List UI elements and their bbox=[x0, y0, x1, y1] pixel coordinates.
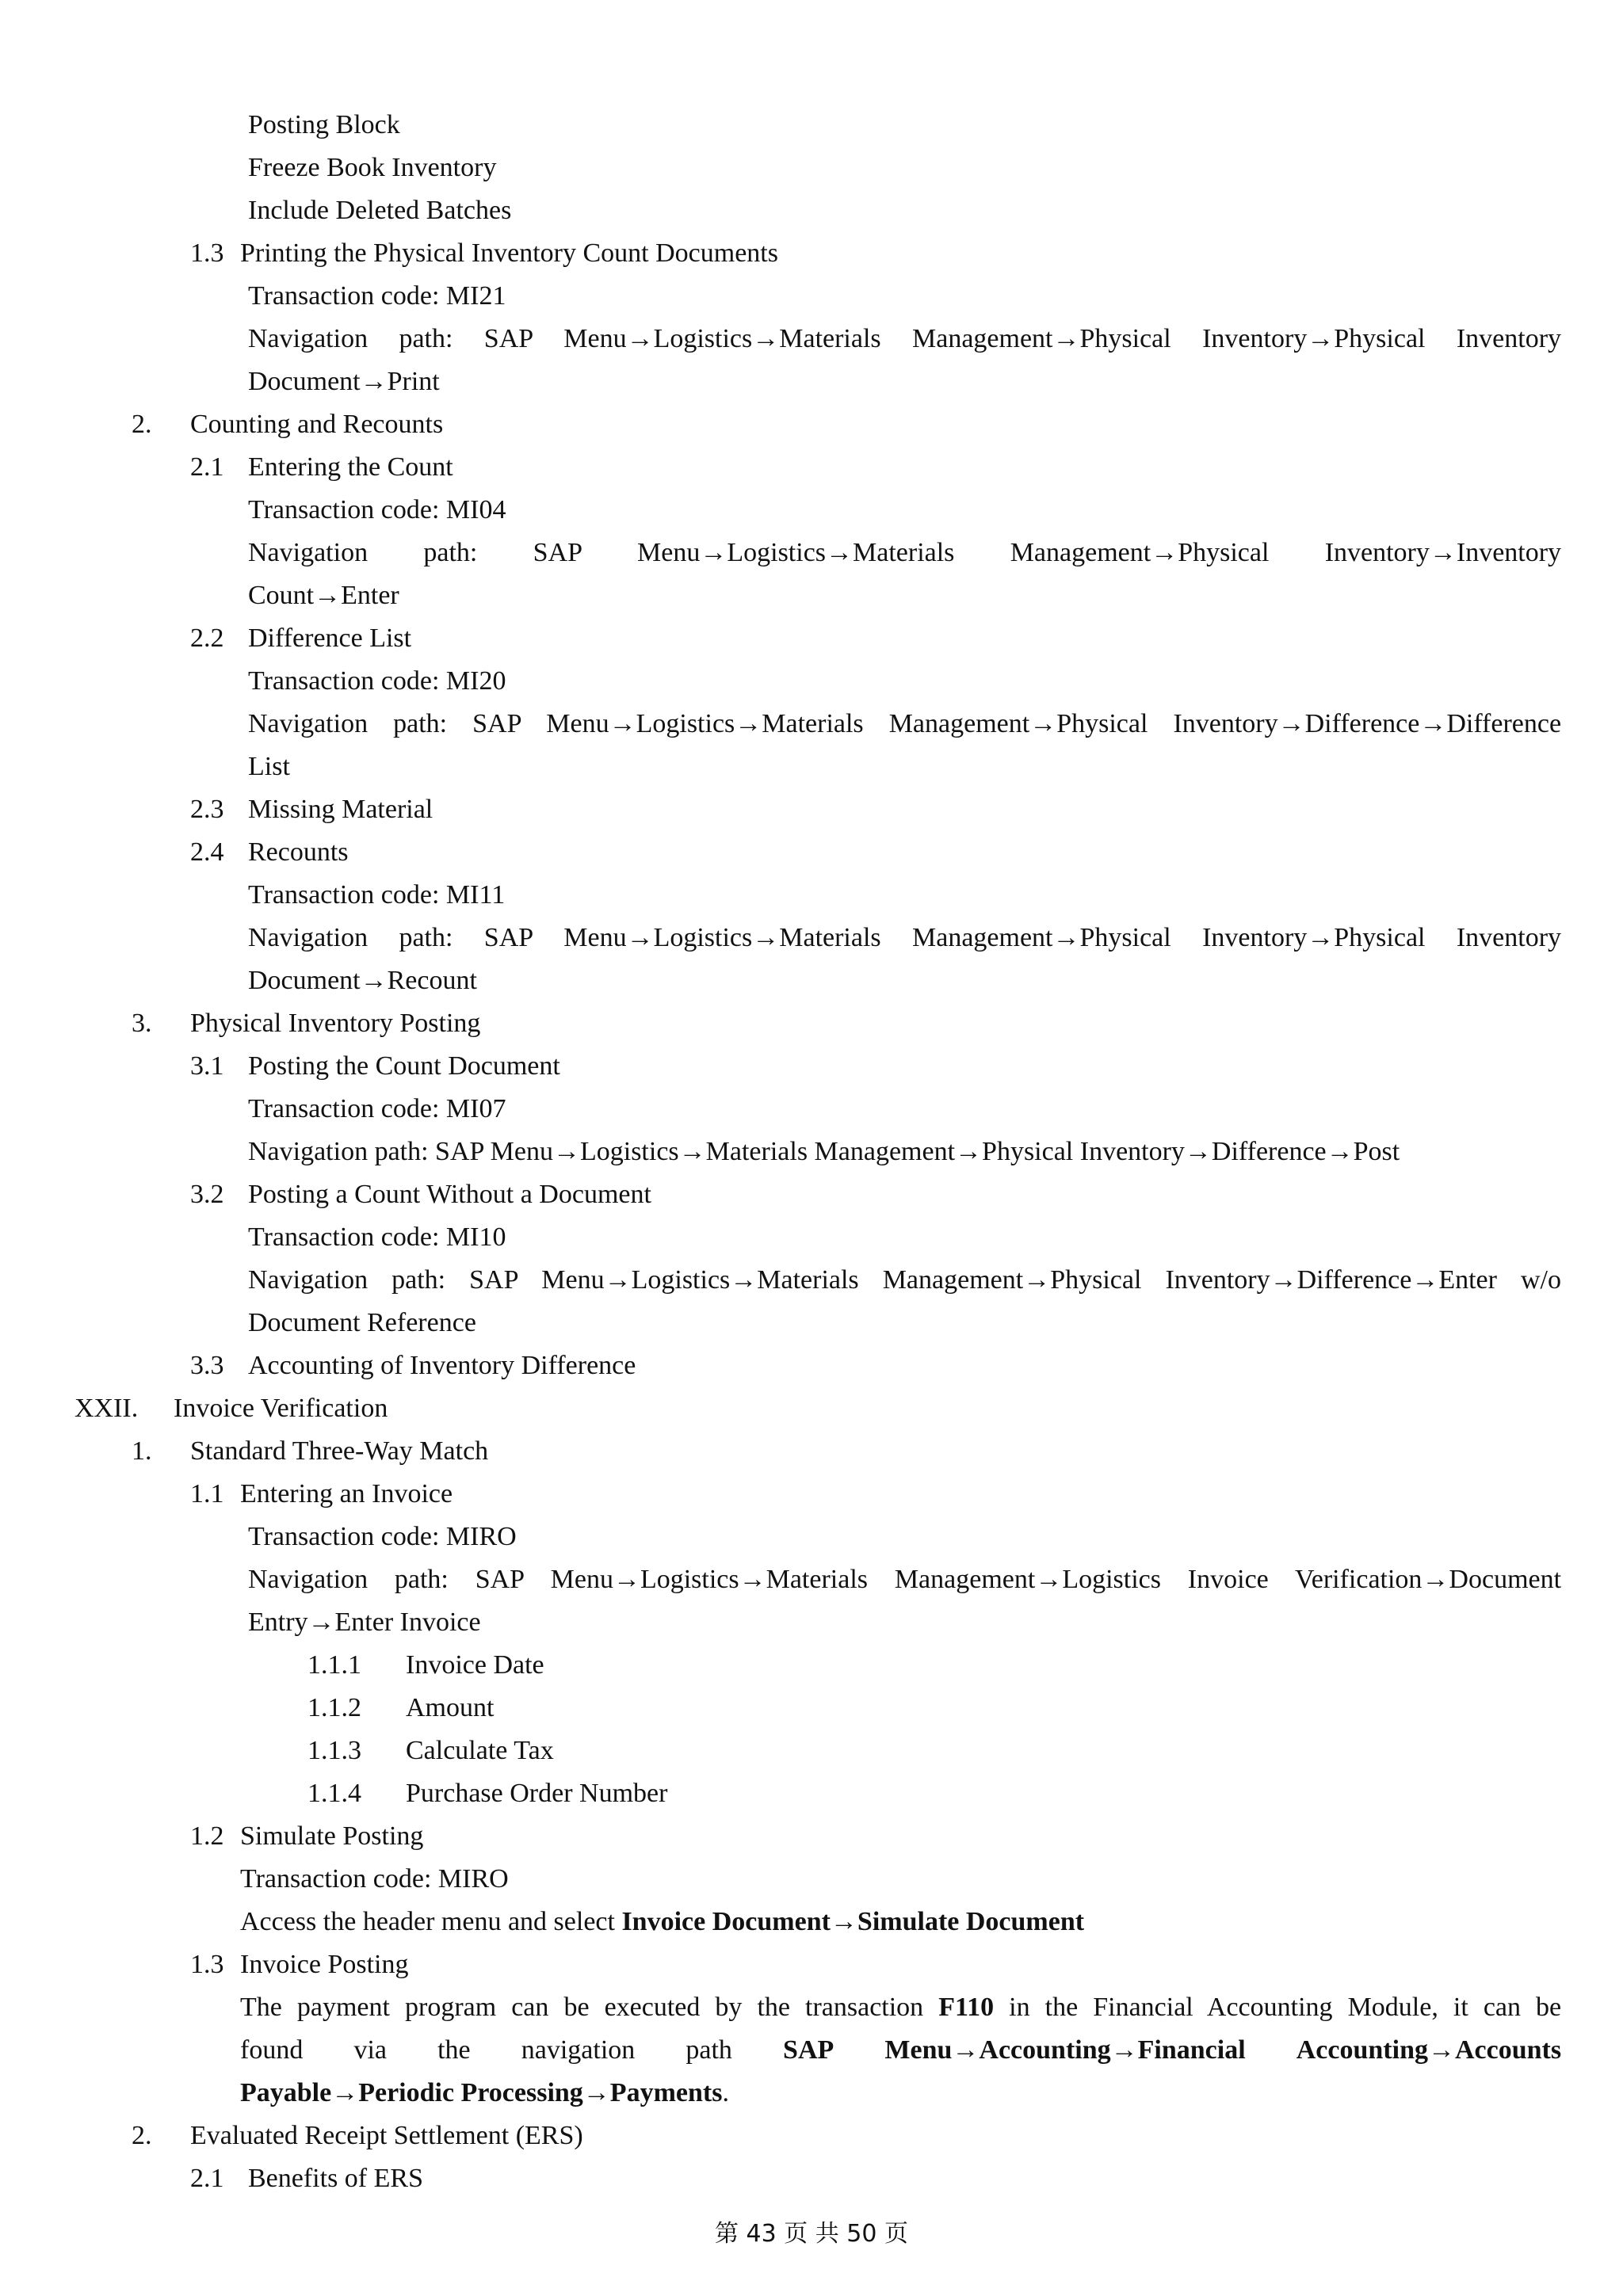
nav-word: Menu→Logistics→Materials bbox=[563, 324, 881, 353]
nav-word: Inventory→Difference→Enter bbox=[1165, 1265, 1497, 1295]
sub-item-label: Amount bbox=[406, 1693, 495, 1722]
heading-title: Missing Material bbox=[248, 795, 433, 824]
bold-path-word: SAP bbox=[783, 2035, 834, 2065]
word: can bbox=[511, 1993, 549, 2022]
nav-word: Navigation bbox=[248, 1565, 369, 1594]
nav-word: Inventory→Difference→Difference bbox=[1173, 709, 1562, 738]
heading-title: Recounts bbox=[248, 837, 349, 867]
heading-xxii-1 bbox=[132, 1436, 489, 1467]
nav-word: Management→Physical bbox=[1010, 538, 1270, 567]
heading-number: 1.3 bbox=[190, 238, 224, 268]
list-item-posting-block: Posting Block bbox=[248, 110, 400, 139]
heading-title: Counting and Recounts bbox=[190, 410, 444, 439]
heading-number: 1.3 bbox=[190, 1950, 224, 1979]
page-footer: 第 43 页 共 50 页 bbox=[714, 2220, 909, 2248]
heading-number: 2.1 bbox=[190, 452, 224, 482]
sub-item-label: Calculate Tax bbox=[406, 1736, 554, 1765]
heading-xxii-2-1 bbox=[190, 2163, 423, 2195]
heading-2-4 bbox=[190, 837, 349, 868]
nav-word: Management→Physical bbox=[882, 1265, 1142, 1295]
simulate-instruction bbox=[240, 1906, 1084, 1938]
navigation-path-miro-line1 bbox=[248, 1564, 1561, 1596]
sub-item-label: Purchase Order Number bbox=[406, 1779, 668, 1808]
nav-word: path: bbox=[391, 1265, 446, 1295]
nav-word: SAP bbox=[533, 538, 582, 567]
nav-word: path: bbox=[399, 923, 453, 952]
nav-word: Navigation bbox=[248, 1265, 369, 1295]
heading-number: 2. bbox=[132, 410, 152, 439]
word: be bbox=[1536, 1993, 1562, 2022]
word: the bbox=[1044, 1993, 1079, 2022]
bold-path-word: Menu→Accounting→Financial bbox=[884, 2035, 1246, 2065]
heading-title: Difference List bbox=[248, 624, 412, 653]
heading-title: Evaluated Receipt Settlement (ERS) bbox=[190, 2121, 583, 2150]
heading-2-2 bbox=[190, 623, 412, 654]
nav-word: w/o bbox=[1521, 1265, 1561, 1295]
heading-title: Posting a Count Without a Document bbox=[248, 1180, 651, 1209]
transaction-code-miro: Transaction code: MIRO bbox=[248, 1522, 517, 1551]
transaction-code-mi21: Transaction code: MI21 bbox=[248, 281, 506, 311]
heading-number: 2.2 bbox=[190, 624, 224, 653]
nav-word: SAP bbox=[475, 1565, 524, 1594]
transaction-code-mi20: Transaction code: MI20 bbox=[248, 666, 506, 696]
word: payment bbox=[296, 1993, 390, 2022]
navigation-path-mi07: Navigation path: SAP Menu→Logistics→Materials Management→Physical Inventory→Difference→Post bbox=[248, 1137, 1400, 1166]
word: transaction bbox=[805, 1993, 924, 2022]
sub-item-number: 1.1.4 bbox=[307, 1779, 361, 1808]
nav-word: SAP bbox=[483, 324, 533, 353]
heading-3-1 bbox=[190, 1051, 560, 1082]
word: by bbox=[715, 1993, 743, 2022]
heading-number: 2.3 bbox=[190, 795, 224, 824]
heading-number: 1. bbox=[132, 1436, 152, 1466]
heading-xxii-2 bbox=[132, 2120, 583, 2152]
bold-path-end: Payable→Periodic Processing→Payments bbox=[240, 2078, 723, 2107]
heading-title: Printing the Physical Inventory Count Documents bbox=[240, 238, 778, 268]
word: program bbox=[405, 1993, 497, 2022]
sub-item-invoice-date bbox=[307, 1650, 544, 1681]
nav-word: SAP bbox=[469, 1265, 518, 1295]
heading-number: 2. bbox=[132, 2121, 152, 2150]
sub-item-number: 1.1.1 bbox=[307, 1650, 361, 1680]
sub-item-calculate-tax bbox=[307, 1735, 554, 1767]
simulate-instruction-text: Access the header menu and select bbox=[240, 1907, 622, 1936]
heading-number: 3.1 bbox=[190, 1051, 224, 1081]
nav-word: Management→Physical bbox=[888, 709, 1148, 738]
navigation-path-mi04-line2: Count→Enter bbox=[248, 581, 399, 610]
nav-word: Menu→Logistics→Materials bbox=[541, 1265, 859, 1295]
heading-number: 2.4 bbox=[190, 837, 224, 867]
nav-word: path: bbox=[393, 709, 448, 738]
heading-title: Accounting of Inventory Difference bbox=[248, 1351, 636, 1380]
heading-title: Invoice Posting bbox=[240, 1950, 409, 1979]
heading-3-2 bbox=[190, 1179, 651, 1211]
navigation-path-mi20-line1 bbox=[248, 708, 1561, 740]
navigation-path-mi20-line2: List bbox=[248, 752, 290, 781]
nav-word: path: bbox=[423, 538, 478, 567]
sub-item-amount bbox=[307, 1692, 495, 1724]
simulate-menu-path: Invoice Document→Simulate Document bbox=[621, 1907, 1085, 1936]
navigation-path-mi21-line2: Document→Print bbox=[248, 367, 440, 396]
transaction-f110: F110 bbox=[938, 1993, 995, 2022]
sub-item-number: 1.1.2 bbox=[307, 1693, 361, 1722]
word: Accounting bbox=[1206, 1993, 1333, 2022]
word: can bbox=[1483, 1993, 1522, 2022]
nav-word: Navigation bbox=[248, 709, 369, 738]
nav-word: Inventory→Physical bbox=[1202, 324, 1426, 353]
sub-item-number: 1.1.3 bbox=[307, 1736, 361, 1765]
heading-xxii-1-1 bbox=[190, 1478, 453, 1510]
heading-number: 2.1 bbox=[190, 2164, 224, 2193]
nav-word: Menu→Logistics→Materials bbox=[637, 538, 955, 567]
navigation-path-mi10-line2: Document Reference bbox=[248, 1308, 476, 1337]
word: Financial bbox=[1093, 1993, 1193, 2022]
word: via bbox=[353, 2035, 387, 2065]
transaction-code-mi07: Transaction code: MI07 bbox=[248, 1094, 506, 1123]
heading-number: 1.1 bbox=[190, 1479, 224, 1508]
heading-2-3 bbox=[190, 794, 433, 826]
heading-1-3 bbox=[190, 238, 778, 269]
heading-title: Entering an Invoice bbox=[240, 1479, 453, 1508]
transaction-code-mi04: Transaction code: MI04 bbox=[248, 495, 506, 524]
nav-word: Inventory→Inventory bbox=[1324, 538, 1562, 567]
word: The bbox=[240, 1993, 282, 2022]
heading-number: 3. bbox=[132, 1009, 152, 1038]
word: found bbox=[240, 2035, 304, 2065]
period: . bbox=[722, 2078, 729, 2107]
transaction-code-mi10: Transaction code: MI10 bbox=[248, 1222, 506, 1252]
list-item-freeze-book-inventory: Freeze Book Inventory bbox=[248, 153, 497, 182]
word: the bbox=[757, 1993, 790, 2022]
navigation-path-mi11-line2: Document→Recount bbox=[248, 966, 477, 995]
word: it bbox=[1453, 1993, 1468, 2022]
word: the bbox=[437, 2035, 471, 2065]
nav-word: Menu→Logistics→Materials bbox=[563, 923, 881, 952]
invoice-posting-paragraph-line1 bbox=[240, 1992, 1561, 2023]
heading-xxii-1-3 bbox=[190, 1949, 408, 1981]
word: in bbox=[1009, 1993, 1030, 2022]
heading-number: 3.2 bbox=[190, 1180, 224, 1209]
heading-title: Entering the Count bbox=[248, 452, 453, 482]
heading-title: Benefits of ERS bbox=[248, 2164, 423, 2193]
heading-title: Physical Inventory Posting bbox=[190, 1009, 481, 1038]
navigation-path-mi04-line1 bbox=[248, 537, 1561, 569]
nav-word: path: bbox=[399, 324, 453, 353]
nav-word: Menu→Logistics→Materials bbox=[550, 1565, 869, 1594]
chapter-number: XXII. bbox=[74, 1394, 139, 1423]
nav-word: Navigation bbox=[248, 923, 369, 952]
nav-word: SAP bbox=[483, 923, 533, 952]
word: path bbox=[685, 2035, 732, 2065]
sub-item-label: Invoice Date bbox=[406, 1650, 544, 1680]
list-item-include-deleted-batches: Include Deleted Batches bbox=[248, 196, 512, 225]
nav-word: Management→Physical bbox=[912, 923, 1171, 952]
nav-word: Management→Physical bbox=[912, 324, 1171, 353]
word: be bbox=[563, 1993, 590, 2022]
heading-3-3 bbox=[190, 1350, 636, 1382]
sub-item-purchase-order-number bbox=[307, 1778, 668, 1810]
nav-word: Inventory bbox=[1456, 324, 1562, 353]
nav-word: Inventory bbox=[1456, 923, 1562, 952]
nav-word: Menu→Logistics→Materials bbox=[546, 709, 864, 738]
nav-word: Management→Logistics bbox=[894, 1565, 1161, 1594]
heading-title: Posting the Count Document bbox=[248, 1051, 560, 1081]
word: Module, bbox=[1347, 1993, 1438, 2022]
nav-word: Navigation bbox=[248, 538, 369, 567]
heading-xxii-1-2 bbox=[190, 1821, 423, 1852]
heading-2 bbox=[132, 409, 444, 441]
chapter-title: Invoice Verification bbox=[174, 1394, 388, 1423]
heading-title: Simulate Posting bbox=[240, 1821, 424, 1851]
bold-path-word: Accounting→Accounts bbox=[1296, 2035, 1562, 2065]
nav-word: Navigation bbox=[248, 324, 369, 353]
transaction-code-mi11: Transaction code: MI11 bbox=[248, 880, 506, 910]
heading-3 bbox=[132, 1008, 481, 1039]
navigation-path-miro-line2: Entry→Enter Invoice bbox=[248, 1608, 481, 1637]
heading-number: 3.3 bbox=[190, 1351, 224, 1380]
heading-number: 1.2 bbox=[190, 1821, 224, 1851]
nav-word: path: bbox=[394, 1565, 449, 1594]
nav-word: Verification→Document bbox=[1294, 1565, 1562, 1594]
heading-2-1 bbox=[190, 452, 453, 483]
navigation-path-mi21-line1 bbox=[248, 323, 1561, 355]
nav-word: SAP bbox=[472, 709, 521, 738]
invoice-posting-paragraph-line2 bbox=[240, 2035, 1561, 2066]
navigation-path-mi11-line1 bbox=[248, 922, 1561, 954]
nav-word: Inventory→Physical bbox=[1202, 923, 1426, 952]
chapter-heading-xxii bbox=[74, 1393, 388, 1425]
nav-word: Invoice bbox=[1187, 1565, 1269, 1594]
word: navigation bbox=[521, 2035, 636, 2065]
transaction-code-miro-simulate: Transaction code: MIRO bbox=[240, 1864, 509, 1894]
word: executed bbox=[604, 1993, 701, 2022]
invoice-posting-paragraph-line3 bbox=[240, 2077, 729, 2109]
heading-title: Standard Three-Way Match bbox=[190, 1436, 489, 1466]
navigation-path-mi10-line1 bbox=[248, 1264, 1561, 1296]
